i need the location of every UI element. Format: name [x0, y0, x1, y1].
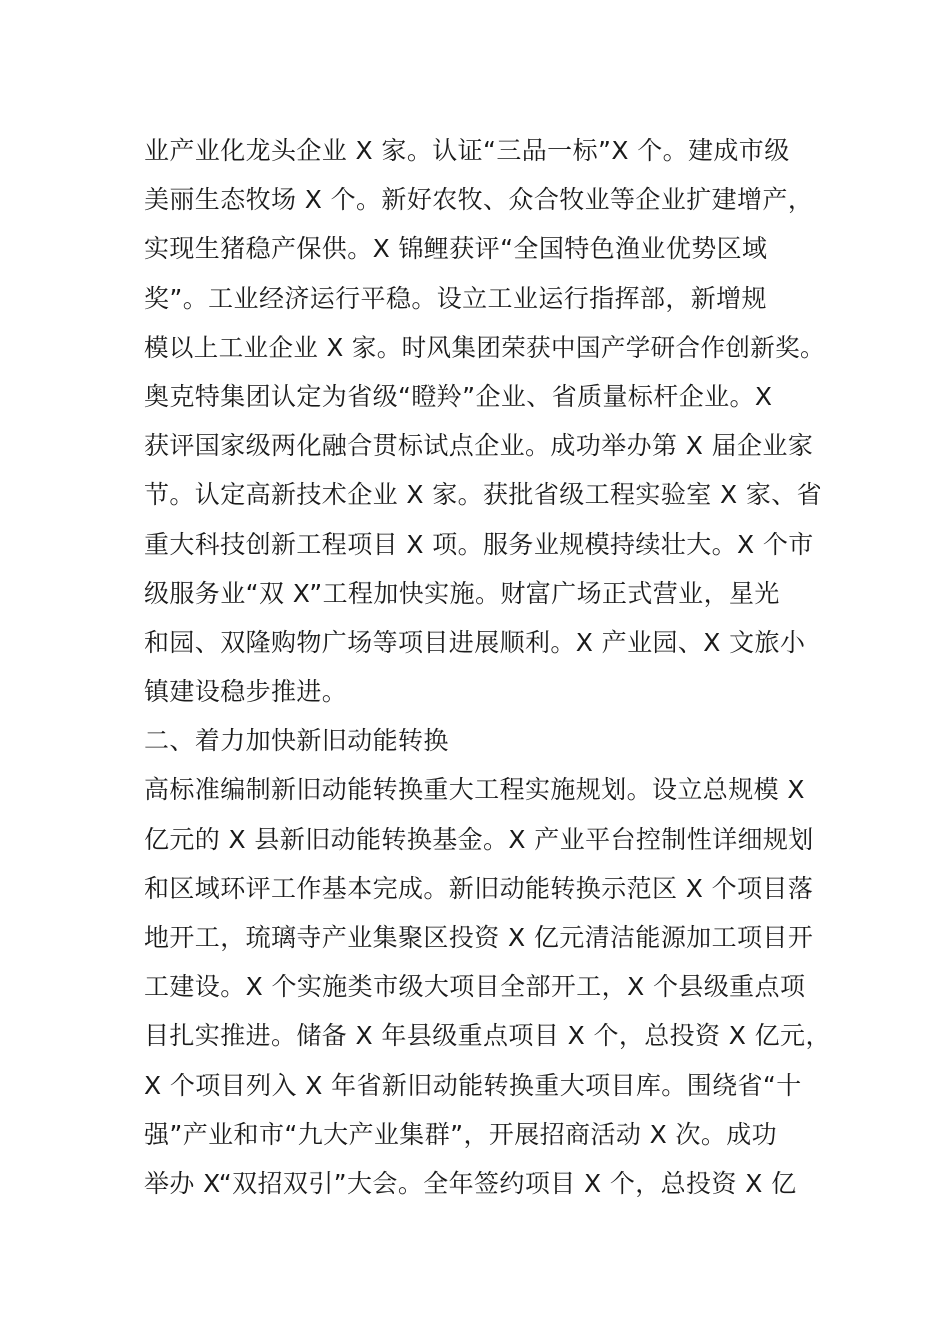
- text-line: 和区域环评工作基本完成。新旧动能转换示范区 X 个项目落: [144, 873, 814, 903]
- body-text: [144, 126, 831, 1208]
- text-line: 地开工，琉璃寺产业集聚区投资 X 亿元清洁能源加工项目开: [144, 923, 814, 952]
- text-line: 强”产业和市“九大产业集群”，开展招商活动 X 次。成功: [144, 1119, 778, 1149]
- text-line: 奖”。工业经济运行平稳。设立工业运行指挥部，新增规: [144, 283, 767, 313]
- text-line: 节。认定高新技术企业 X 家。获批省级工程实验室 X 家、省: [144, 480, 823, 510]
- text-line: 美丽生态牧场 X 个。新好农牧、众合牧业等企业扩建增产，: [144, 185, 814, 215]
- text-line: 级服务业“双 X”工程加快实施。财富广场正式营业，星光: [144, 578, 780, 608]
- text-line: 和园、双隆购物广场等项目进展顺利。X 产业园、X 文旅小: [144, 627, 806, 657]
- text-line: 工建设。X 个实施类市级大项目全部开工，X 个县级重点项: [144, 972, 806, 1002]
- text-line: 目扎实推进。储备 X 年县级重点项目 X 个，总投资 X 亿元，: [144, 1021, 831, 1051]
- text-line: 获评国家级两化融合贯标试点企业。成功举办第 X 届企业家: [144, 431, 814, 461]
- text-line: 业产业化龙头企业 X 家。认证“三品一标”X 个。建成市级: [144, 136, 790, 165]
- section-heading: 二、着力加快新旧动能转换: [144, 726, 449, 756]
- text-line: 实现生猪稳产保供。X 锦鲤获评“全国特色渔业优势区域: [144, 234, 768, 264]
- text-line: X 个项目列入 X 年省新旧动能转换重大项目库。围绕省“十: [144, 1070, 802, 1100]
- text-line: 重大科技创新工程项目 X 项。服务业规模持续壮大。X 个市: [144, 529, 814, 559]
- text-line: 高标准编制新旧动能转换重大工程实施规划。设立总规模 X: [144, 775, 805, 805]
- text-line: 模以上工业企业 X 家。时风集团荣获中国产学研合作创新奖。: [144, 332, 825, 362]
- text-line: 镇建设稳步推进。: [144, 677, 348, 707]
- text-line: 举办 X“双招双引”大会。全年签约项目 X 个，总投资 X 亿: [144, 1168, 797, 1198]
- text-line: 亿元的 X 县新旧动能转换基金。X 产业平台控制性详细规划: [144, 824, 814, 854]
- text-line: 奥克特集团认定为省级“瞪羚”企业、省质量标杆企业。X: [144, 381, 773, 411]
